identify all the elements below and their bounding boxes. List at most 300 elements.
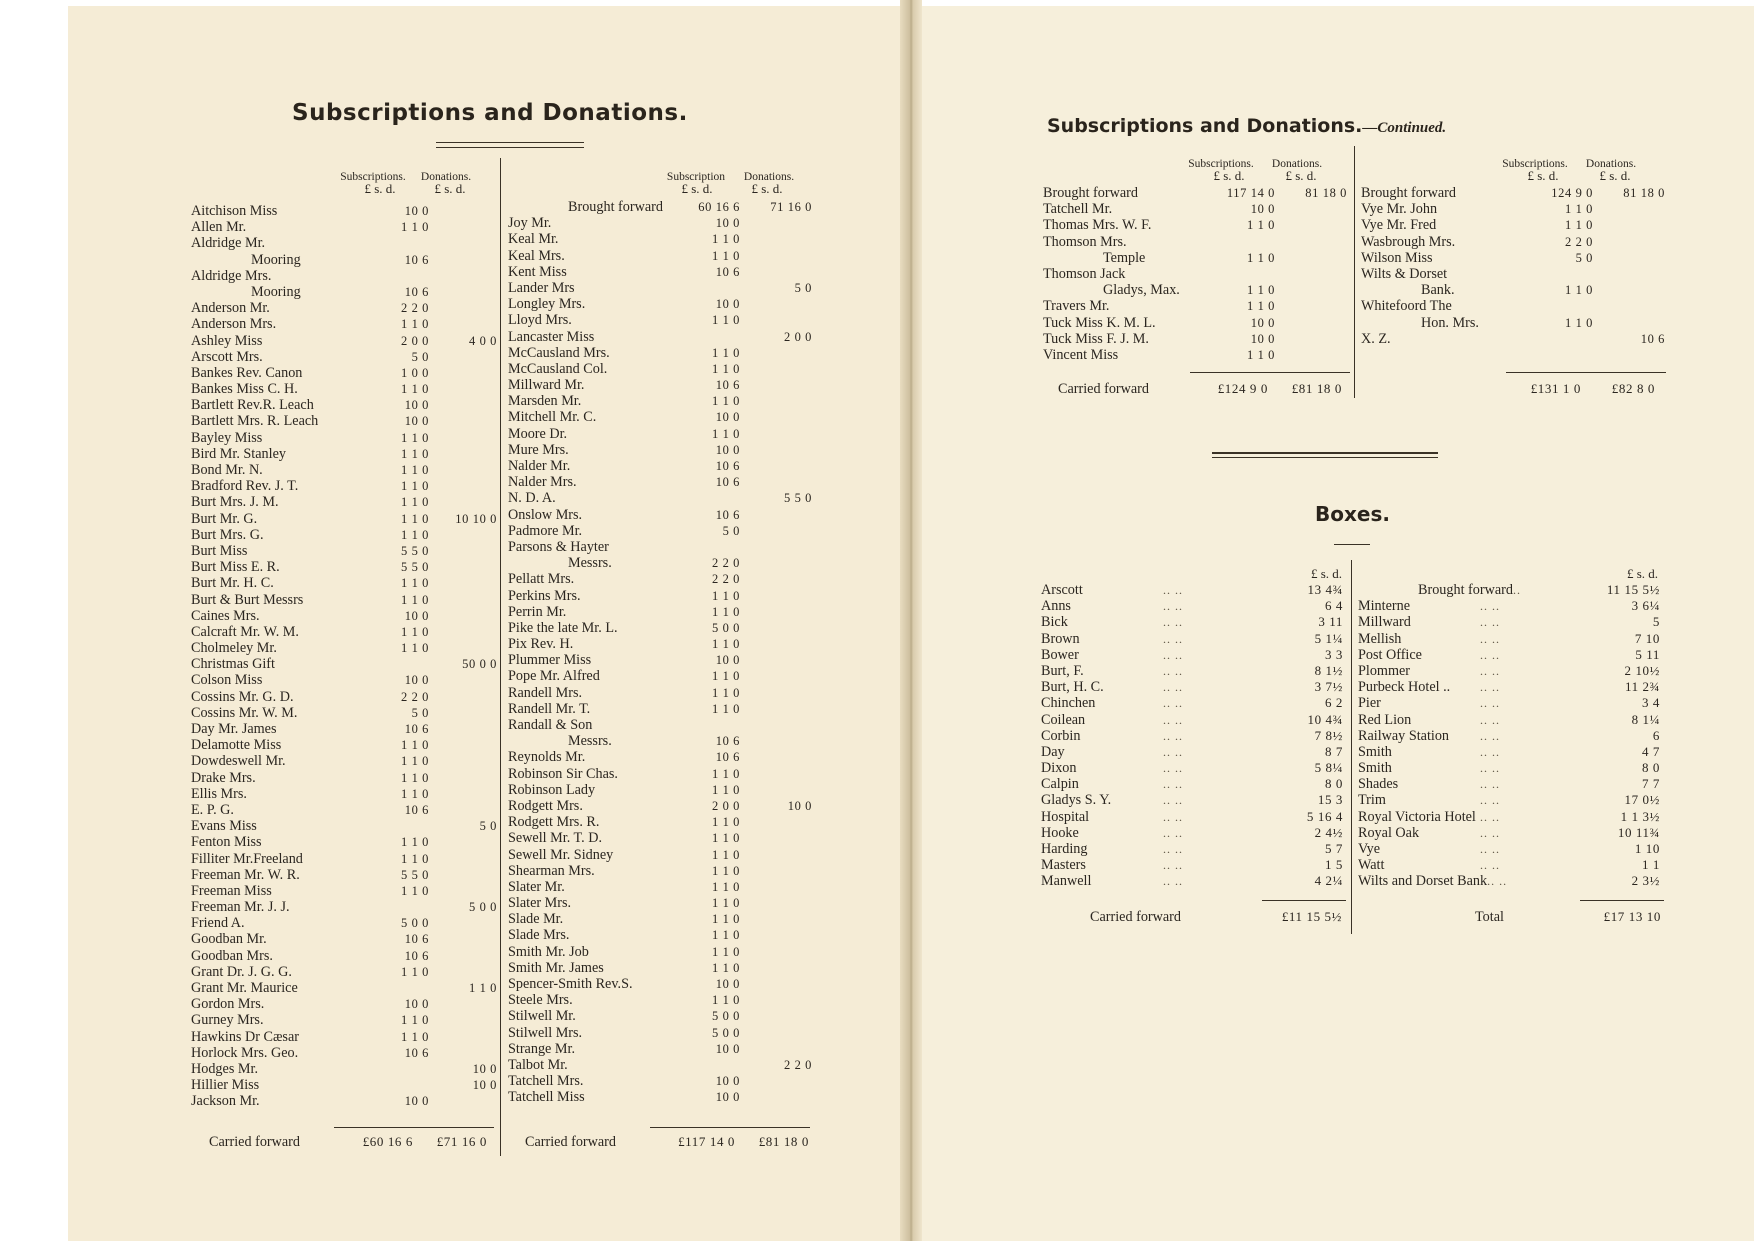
subscription-amount: 1 1 0 [712,863,740,878]
subscription-amount: 1 1 0 [712,426,740,441]
leader-dots: .. .. [1163,858,1183,873]
list-item [508,312,812,328]
entry-name: Brought forward [1043,185,1138,201]
list-item [191,640,497,656]
leader-dots: .. .. [1163,712,1183,727]
subscription-amount: 10 0 [404,398,429,413]
subscription-amount: 1 1 0 [712,831,740,846]
list-item [191,333,497,349]
entry-name: Brought forward [568,199,663,215]
list-item [1358,598,1660,614]
entry-name: Pope Mr. Alfred [508,668,600,685]
list-item [191,252,497,268]
subscription-amount: 2 2 0 [712,556,740,571]
list-item [1043,298,1347,314]
entry-name: Stilwell Mrs. [508,1024,583,1041]
subscription-amount: 1 1 0 [401,1029,429,1044]
subscription-amount: 1 1 0 [401,883,429,898]
entry-amount: 2 10½ [1624,662,1660,678]
donation-amount: 5 0 0 [469,900,497,915]
list-item [508,620,812,636]
entry-amount: 17 0½ [1624,792,1660,808]
leader-dots: .. .. [1480,825,1500,840]
list-item [508,588,812,604]
entry-name: Bick [1041,614,1068,631]
subscription-amount: 1 1 0 [401,382,429,397]
subscription-amount: 10 0 [404,414,429,429]
list-item [1041,695,1343,711]
entry-name: Christmas Gift [191,656,275,673]
subscription-amount: 2 0 0 [712,798,740,813]
donation-amount: 10 0 [472,1078,497,1093]
list-item [191,235,497,251]
list-item [508,523,812,539]
entry-amount: 7 10 [1634,630,1660,646]
subscription-amount: 2 0 0 [401,333,429,348]
list-item [191,1029,497,1045]
entry-name: Anderson Mrs. [191,316,277,333]
subscription-amount: 1 1 0 [712,879,740,894]
subscription-amount: 1 1 0 [401,738,429,753]
donation-amount: 4 0 0 [469,333,497,348]
leader-dots: .. .. [1163,583,1183,597]
list-item [191,430,497,446]
entry-name: Pike the late Mr. L. [508,619,618,636]
entry-name: Smith Mr. Job [508,943,589,960]
subscription-amount: 2 2 0 [712,572,740,587]
entry-name: Corbin [1041,727,1081,744]
list-item [191,397,497,413]
entry-name: Keal Mrs. [508,247,565,264]
entry-name: Gordon Mrs. [191,996,265,1013]
list-item [1358,582,1660,598]
leader-dots: .. .. [1480,712,1500,727]
donation-amount: 5 5 0 [784,491,812,506]
entry-name: Harding [1041,841,1088,857]
subscription-amount: 10 6 [715,264,740,279]
list-item [191,802,497,818]
right-col2-header: Subscriptions. Donations. [1502,158,1637,170]
list-item [191,931,497,947]
list-item [1043,347,1347,363]
list-item [191,737,497,753]
entry-name: Bower [1041,646,1079,663]
subscription-amount: 1 1 0 [401,851,429,866]
subscription-amount: 1 1 0 [712,944,740,959]
entry-name: Plommer [1358,662,1411,679]
list-item [191,413,497,429]
list-item [508,766,812,782]
leader-dots: .. .. [1163,744,1183,759]
entry-name: Ashley Miss [191,332,263,349]
subscription-amount: 10 0 [404,673,429,688]
list-item [1041,873,1343,889]
section-rule [1212,457,1438,458]
entry-name: Freeman Mr. W. R. [191,866,300,883]
list-item [508,847,812,863]
subscriptions-header: Subscriptions. [340,171,406,183]
subscription-amount: 1 1 0 [401,576,429,591]
entry-name: Randell Mr. T. [508,700,591,717]
entry-name: Whitefoord The [1361,298,1452,315]
subscription-amount: 1 1 0 [712,394,740,409]
list-item [508,571,812,587]
list-item [1358,857,1660,873]
entry-name: Sewell Mr. Sidney [508,846,614,863]
entry-amount: 11 2¾ [1624,679,1660,695]
entry-name: Pier [1358,695,1381,712]
leader-dots: .. .. [1163,599,1183,614]
leader-dots: .. .. [1480,728,1500,743]
entry-name: Randell Mrs. [508,684,583,701]
list-item [1358,841,1660,857]
subscription-amount: 10 0 [715,297,740,312]
entry-name: N. D. A. [508,490,556,507]
list-item [508,231,812,247]
list-item [1041,825,1343,841]
leader-dots: .. .. [1480,842,1500,856]
subscription-amount: 1 1 0 [712,847,740,862]
list-item [1043,185,1347,201]
list-item [1358,792,1660,808]
entry-name: Lander Mrs [508,279,575,296]
entry-name: Slade Mrs. [508,927,570,944]
list-item [1041,760,1343,776]
entry-amount: 10 11¾ [1617,824,1660,840]
entry-amount: 10 4¾ [1307,711,1343,727]
entry-name: Millward Mr. [508,377,585,394]
entry-amount: 5 [1652,614,1660,630]
list-item [1358,825,1660,841]
subscription-amount: 1 1 0 [1247,250,1275,265]
subscription-amount: 1 1 0 [401,641,429,656]
subscription-amount: 1 1 0 [712,960,740,975]
entry-name: Allen Mr. [191,219,247,236]
entry-name: Hospital [1041,808,1090,825]
right-list-2 [1361,185,1665,347]
entry-name: Parsons & Hayter [508,538,609,555]
list-item [191,851,497,867]
leader-dots: .. .. [1163,696,1183,711]
leader-dots: .. .. [1163,728,1183,743]
subscription-amount: 1 1 0 [712,701,740,716]
list-item [508,636,812,652]
list-item [191,365,497,381]
subscription-amount: 1 1 0 [712,588,740,603]
entry-name: McCausland Col. [508,360,608,377]
subscription-amount: 10 6 [404,284,429,299]
entry-name: Thomson Mrs. [1043,233,1127,250]
list-item [191,689,497,705]
entry-name: Filliter Mr.Freeland [191,850,303,867]
entry-name: Spencer-Smith Rev.S. [508,976,633,992]
leader-dots: .. .. [1480,858,1500,873]
list-item [1041,663,1343,679]
subscription-amount: 10 0 [1250,331,1275,346]
subscription-amount: 1 1 0 [401,317,429,332]
entry-name: Bartlett Rev.R. Leach [191,397,314,414]
subscription-amount: 5 0 0 [712,620,740,635]
subscription-amount: 1 1 0 [1247,347,1275,362]
list-item [191,818,497,834]
entry-name: Thomas Mrs. W. F. [1043,217,1152,234]
list-item [191,883,497,899]
subscription-amount: 1 1 0 [401,770,429,785]
list-item [508,507,812,523]
entry-name: Anderson Mr. [191,300,270,317]
entry-name: Messrs. [568,555,612,572]
entry-name: Cossins Mr. W. M. [191,704,298,721]
subscription-amount: 1 1 0 [712,912,740,927]
sum-rule [650,1127,810,1128]
list-item [191,915,497,931]
list-item [508,798,812,814]
boxes-units-2: £ s. d. [1626,566,1658,581]
subscription-amount: 1 1 0 [401,754,429,769]
list-item [508,879,812,895]
entry-name: Calpin [1041,776,1079,793]
list-item [1358,728,1660,744]
entry-name: Bird Mr. Stanley [191,445,286,462]
boxes-total: Total £17 13 10 [1475,909,1661,925]
list-item [191,300,497,316]
leader-dots: .. .. [1480,647,1500,662]
list-item [508,264,812,280]
entry-name: Talbot Mr. [508,1056,568,1073]
list-item [1043,201,1347,217]
list-item [191,705,497,721]
donations-header: Donations. [420,171,472,183]
list-item [191,527,497,543]
entry-amount: 1 1 3½ [1620,808,1660,824]
entry-name: Wilson Miss [1361,249,1433,266]
list-item [191,656,497,672]
list-item [1041,631,1343,647]
entry-amount: 5 16 4 [1306,808,1343,824]
right-list-1 [1043,185,1347,363]
list-item [508,296,812,312]
subscription-amount: 10 0 [404,608,429,623]
subscription-amount: 5 0 0 [401,916,429,931]
list-item [1361,217,1665,233]
boxes-units-1: £ s. d. [1310,566,1342,581]
list-item [191,948,497,964]
entry-name: Grant Mr. Maurice [191,980,298,996]
list-item [1043,282,1347,298]
entry-amount: 6 4 [1324,598,1343,614]
donation-amount: 2 0 0 [784,329,812,344]
entry-amount: 1 10 [1634,841,1660,856]
subscription-amount: 1 1 0 [712,604,740,619]
entry-name: Reynolds Mr. [508,749,586,766]
entry-name: Burt Mrs. G. [191,526,264,543]
leader-dots: .. .. [1480,761,1500,776]
list-item [1358,712,1660,728]
subscription-amount: 10 0 [1250,315,1275,330]
entry-name: Arscott [1041,582,1083,598]
list-item [191,996,497,1012]
entry-name: Freeman Mr. J. J. [191,899,290,916]
entry-name: Manwell [1041,873,1092,890]
list-item [191,899,497,915]
entry-name: Hawkins Dr Cæsar [191,1028,299,1045]
entry-amount: 5 7 [1324,841,1343,856]
entry-name: Aldridge Mrs. [191,267,272,284]
entry-name: Jackson Mr. [191,1093,260,1110]
list-item [191,543,497,559]
list-item [191,964,497,980]
list-item [1041,841,1343,857]
donation-amount: 5 0 [479,819,497,834]
entry-name: Arscott Mrs. [191,348,263,365]
subscription-amount: 2 2 0 [1565,234,1593,249]
entry-name: Railway Station [1358,727,1450,744]
subscription-amount: 5 0 0 [712,1009,740,1024]
entry-name: Grant Dr. J. G. G. [191,963,292,980]
donation-amount: 2 2 0 [784,1057,812,1072]
entry-name: Vincent Miss [1043,346,1119,363]
entry-name: Burt Mr. G. [191,510,258,527]
entry-name: Thomson Jack [1043,265,1126,282]
entry-name: Robinson Lady [508,781,596,798]
subscription-amount: 10 0 [404,997,429,1012]
list-item [1043,217,1347,233]
entry-name: Wasbrough Mrs. [1361,233,1456,250]
subscription-amount: 10 6 [404,948,429,963]
entry-name: Smith [1358,743,1392,760]
list-item [191,1061,497,1077]
entry-amount: 13 4¾ [1307,582,1343,597]
list-item [1041,582,1343,598]
list-item [1358,760,1660,776]
donation-amount: 10 10 0 [455,511,497,526]
subscription-amount: 5 0 [722,523,740,538]
donation-amount: 81 18 0 [1305,186,1347,200]
entry-name: Burt Miss [191,542,248,559]
list-item [191,753,497,769]
entry-name: Kent Miss [508,263,567,280]
entry-name: Royal Oak [1358,824,1420,841]
subscription-amount: 10 6 [715,459,740,473]
donation-amount: 50 0 0 [462,657,497,672]
right-page-title: Subscriptions and Donations.—Continued. [1047,115,1447,137]
list-item [508,604,812,620]
list-item [191,1012,497,1028]
entry-name: Burt Mr. H. C. [191,575,274,592]
entry-name: Keal Mr. [508,231,559,248]
entry-name: Bankes Rev. Canon [191,364,303,381]
list-item [191,511,497,527]
entry-name: Perkins Mrs. [508,587,581,604]
entry-name: Smith Mr. James [508,959,604,976]
list-item [508,976,812,992]
list-item [508,717,812,733]
entry-amount: 3 3 [1324,646,1343,662]
subscription-amount: 5 0 [1575,250,1593,265]
donation-amount: 71 16 0 [770,200,812,214]
subscription-amount: 1 1 0 [712,637,740,652]
list-item [191,834,497,850]
subscription-amount: 10 6 [404,722,429,736]
list-item [1041,598,1343,614]
list-item [191,1077,497,1093]
subscription-amount: 1 1 0 [401,511,429,526]
entry-name: Joy Mr. [508,215,552,232]
subscription-amount: 10 6 [404,932,429,947]
list-item [1358,873,1660,889]
list-item [508,1057,812,1073]
entry-name: Slade Mr. [508,911,564,928]
entry-name: Gladys S. Y. [1041,792,1112,809]
left-list-1 [191,203,497,1110]
subscription-amount: 5 0 [411,705,429,720]
entry-name: Slater Mr. [508,878,565,895]
entry-name: Pix Rev. H. [508,636,574,653]
leader-dots: .. .. [1480,696,1500,711]
entry-name: Marsden Mr. [508,393,582,410]
subscription-amount: 1 1 0 [1565,202,1593,217]
list-item [508,701,812,717]
list-item [191,381,497,397]
entry-name: Millward [1358,614,1411,631]
list-item [1361,282,1665,298]
subscription-amount: 10 0 [715,216,740,231]
entry-amount: 1 5 [1324,857,1343,873]
list-item [1041,792,1343,808]
list-item [508,377,812,393]
continued-label: —Continued. [1362,120,1447,136]
list-item [508,830,812,846]
right-col2-units: £ s. d. £ s. d. [1527,168,1631,183]
subscription-amount: 1 1 0 [712,313,740,328]
entry-amount: 2 4½ [1314,824,1343,840]
entry-name: Aldridge Mr. [191,235,266,252]
entry-name: Sewell Mr. T. D. [508,830,603,847]
entry-name: Mooring [251,283,301,300]
list-item [508,474,812,490]
entry-name: Masters [1041,857,1086,874]
entry-name: Slater Mrs. [508,895,572,912]
entry-name: Royal Victoria Hotel [1358,808,1476,825]
list-item [508,393,812,409]
list-item [191,219,497,235]
list-item [1041,857,1343,873]
list-item [508,992,812,1008]
entry-name: Trim [1358,792,1386,809]
subscription-amount: 1 1 0 [712,248,740,263]
leader-dots: .. .. [1163,631,1183,646]
entry-name: Plummer Miss [508,652,592,669]
subscription-amount: 10 0 [715,1074,740,1089]
list-item [1041,679,1343,695]
title-rule [436,147,584,148]
list-item [1041,728,1343,744]
entry-name: Vye Mr. John [1361,201,1438,218]
entry-name: Shearman Mrs. [508,862,595,879]
sum-rule [1506,372,1666,373]
entry-name: McCausland Mrs. [508,344,610,361]
subscription-amount: 124 9 0 [1551,186,1593,200]
list-item [508,668,812,684]
list-item [191,1045,497,1061]
subscription-amount: 1 1 0 [712,993,740,1008]
entry-name: Hodges Mr. [191,1060,258,1077]
list-item [508,555,812,571]
entry-name: Tuck Miss F. J. M. [1043,330,1149,347]
boxes-list-1 [1041,582,1343,890]
entry-amount: 7 7 [1641,776,1660,792]
list-item [1358,679,1660,695]
